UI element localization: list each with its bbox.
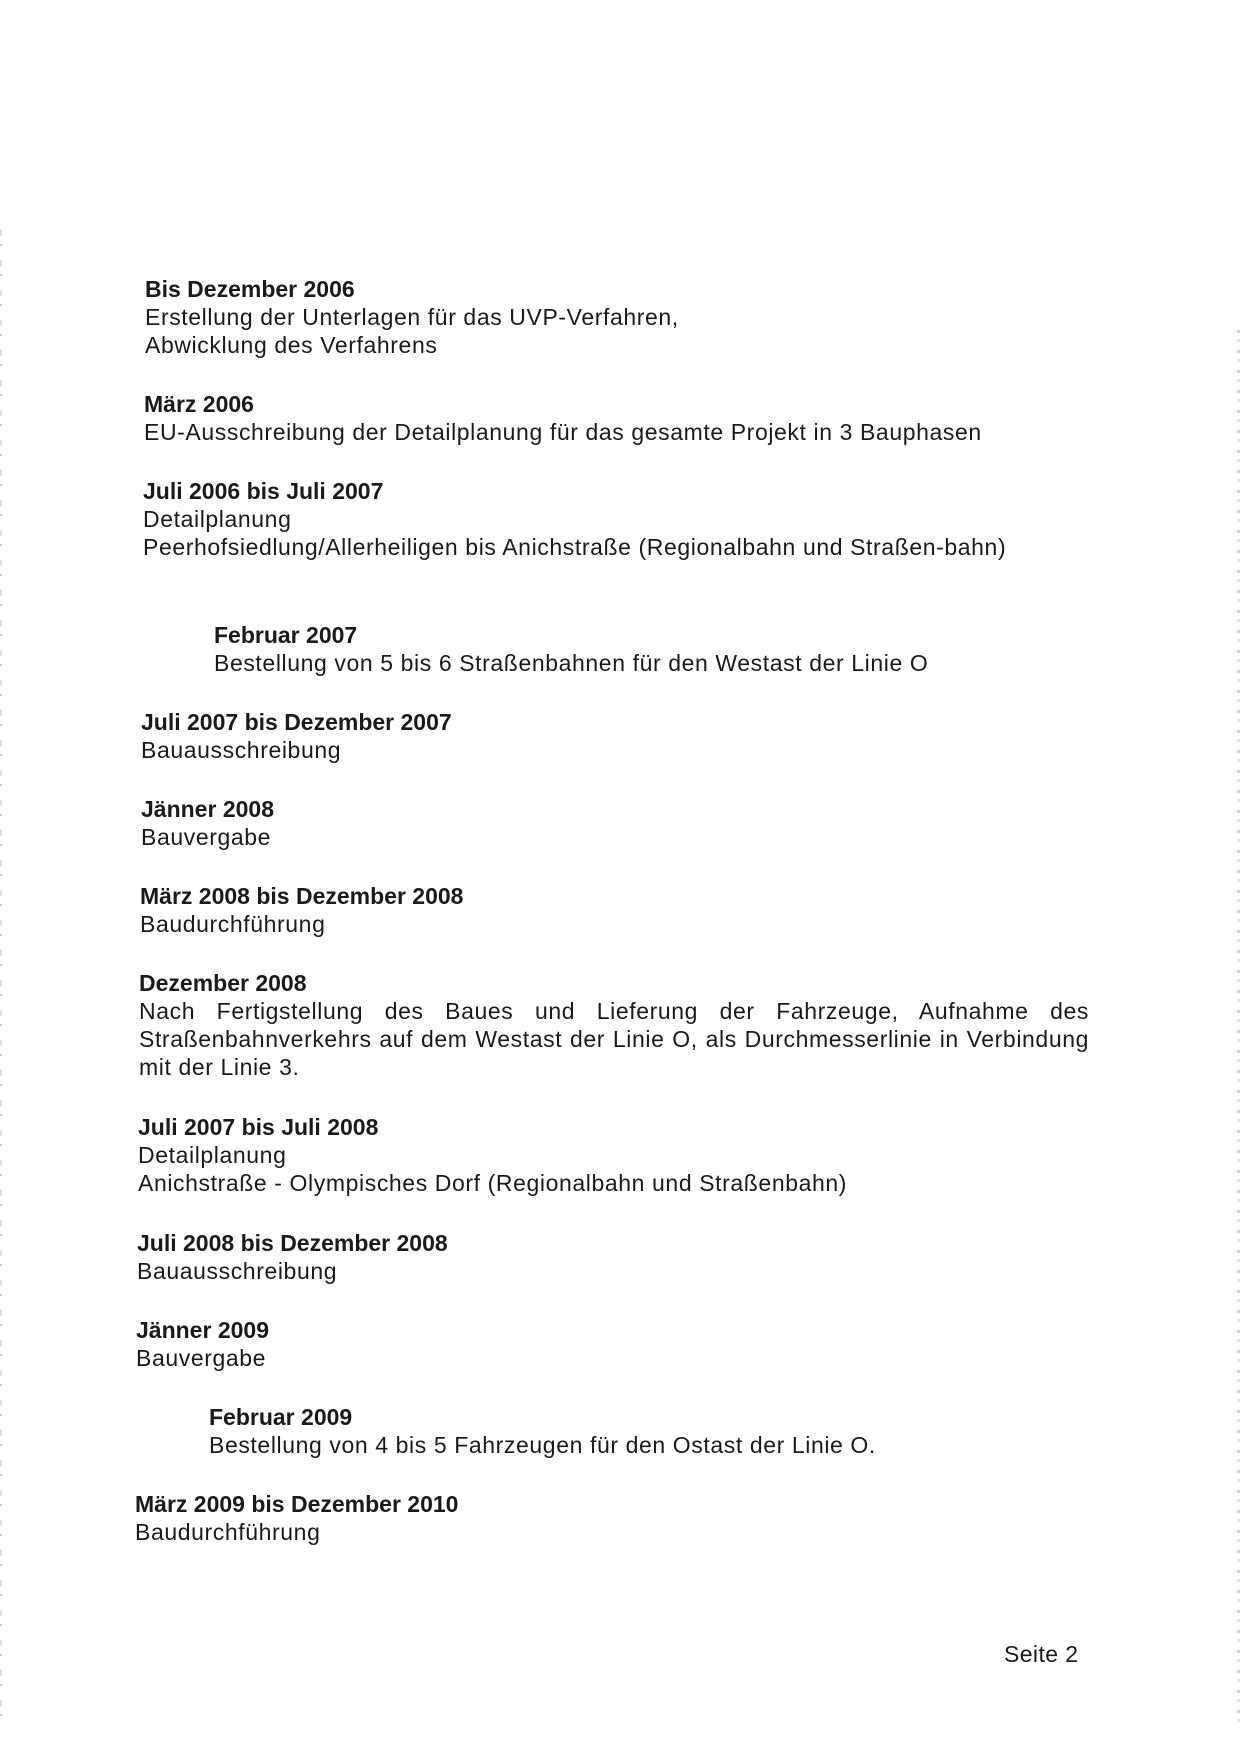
entry-date: Juli 2006 bis Juli 2007 [143, 478, 384, 504]
entry-text: Baudurchführung [140, 911, 326, 937]
entry-date: Februar 2009 [209, 1404, 353, 1430]
entry-text: Anichstraße - Olympisches Dorf (Regionalbahn und Straßenbahn) [138, 1170, 848, 1196]
timeline-entry-indented [209, 1403, 1159, 1459]
entry-text: Baudurchführung [135, 1519, 321, 1545]
timeline-entry [139, 969, 1089, 1081]
timeline-entry [141, 708, 1091, 764]
timeline-entry [138, 1113, 1088, 1197]
timeline-entry [137, 1229, 1087, 1285]
entry-text: Peerhofsiedlung/Allerheiligen bis Anichstraße (Regionalbahn und Straßen-bahn) [143, 534, 1007, 560]
entry-date: März 2006 [144, 391, 254, 417]
timeline-entry [135, 1490, 1085, 1546]
entry-text: Detailplanung [138, 1142, 287, 1168]
entry-date: Juli 2007 bis Juli 2008 [138, 1114, 379, 1140]
entry-text: Bauvergabe [136, 1345, 267, 1371]
entry-text: Bauausschreibung [141, 737, 342, 763]
entry-date: Juli 2007 bis Dezember 2007 [141, 709, 452, 735]
entry-text: Detailplanung [143, 506, 292, 532]
entry-text: EU-Ausschreibung der Detailplanung für das gesamte Projekt in 3 Bauphasen [144, 419, 982, 445]
timeline-entry [140, 882, 1090, 938]
entry-text: Nach Fertigstellung des Baues und Lieferung der Fahrzeuge, Aufnahme des Straßenbahnverkehrs auf dem Westast der Linie O, als Durchmesserlinie in Verbindung mit der Linie 3. [139, 998, 1089, 1080]
timeline-entry [141, 795, 1091, 851]
entry-text: Bestellung von 4 bis 5 Fahrzeugen für den Ostast der Linie O. [209, 1432, 876, 1458]
entry-date: Jänner 2009 [136, 1317, 269, 1343]
entry-date: Jänner 2008 [141, 796, 274, 822]
entry-date: Dezember 2008 [139, 970, 307, 996]
timeline-entry-indented [214, 621, 1164, 677]
entry-date: März 2009 bis Dezember 2010 [135, 1491, 459, 1517]
entry-date: Juli 2008 bis Dezember 2008 [137, 1230, 448, 1256]
entry-text: Bauausschreibung [137, 1258, 338, 1284]
entry-text: Abwicklung des Verfahrens [145, 332, 438, 358]
scan-edge-left [0, 230, 2, 1730]
entry-date: Bis Dezember 2006 [145, 276, 355, 302]
page-number: Seite 2 [1004, 1641, 1079, 1667]
entry-date: März 2008 bis Dezember 2008 [140, 883, 464, 909]
timeline-entry [143, 477, 1093, 561]
entry-text: Bestellung von 5 bis 6 Straßenbahnen für den Westast der Linie O [214, 650, 929, 676]
timeline-entry [144, 390, 1094, 446]
timeline-entry [136, 1316, 1086, 1372]
entry-date: Februar 2007 [214, 622, 358, 648]
timeline-entry [145, 275, 1095, 359]
entry-text: Erstellung der Unterlagen für das UVP-Verfahren, [145, 304, 679, 330]
entry-text: Bauvergabe [141, 824, 272, 850]
